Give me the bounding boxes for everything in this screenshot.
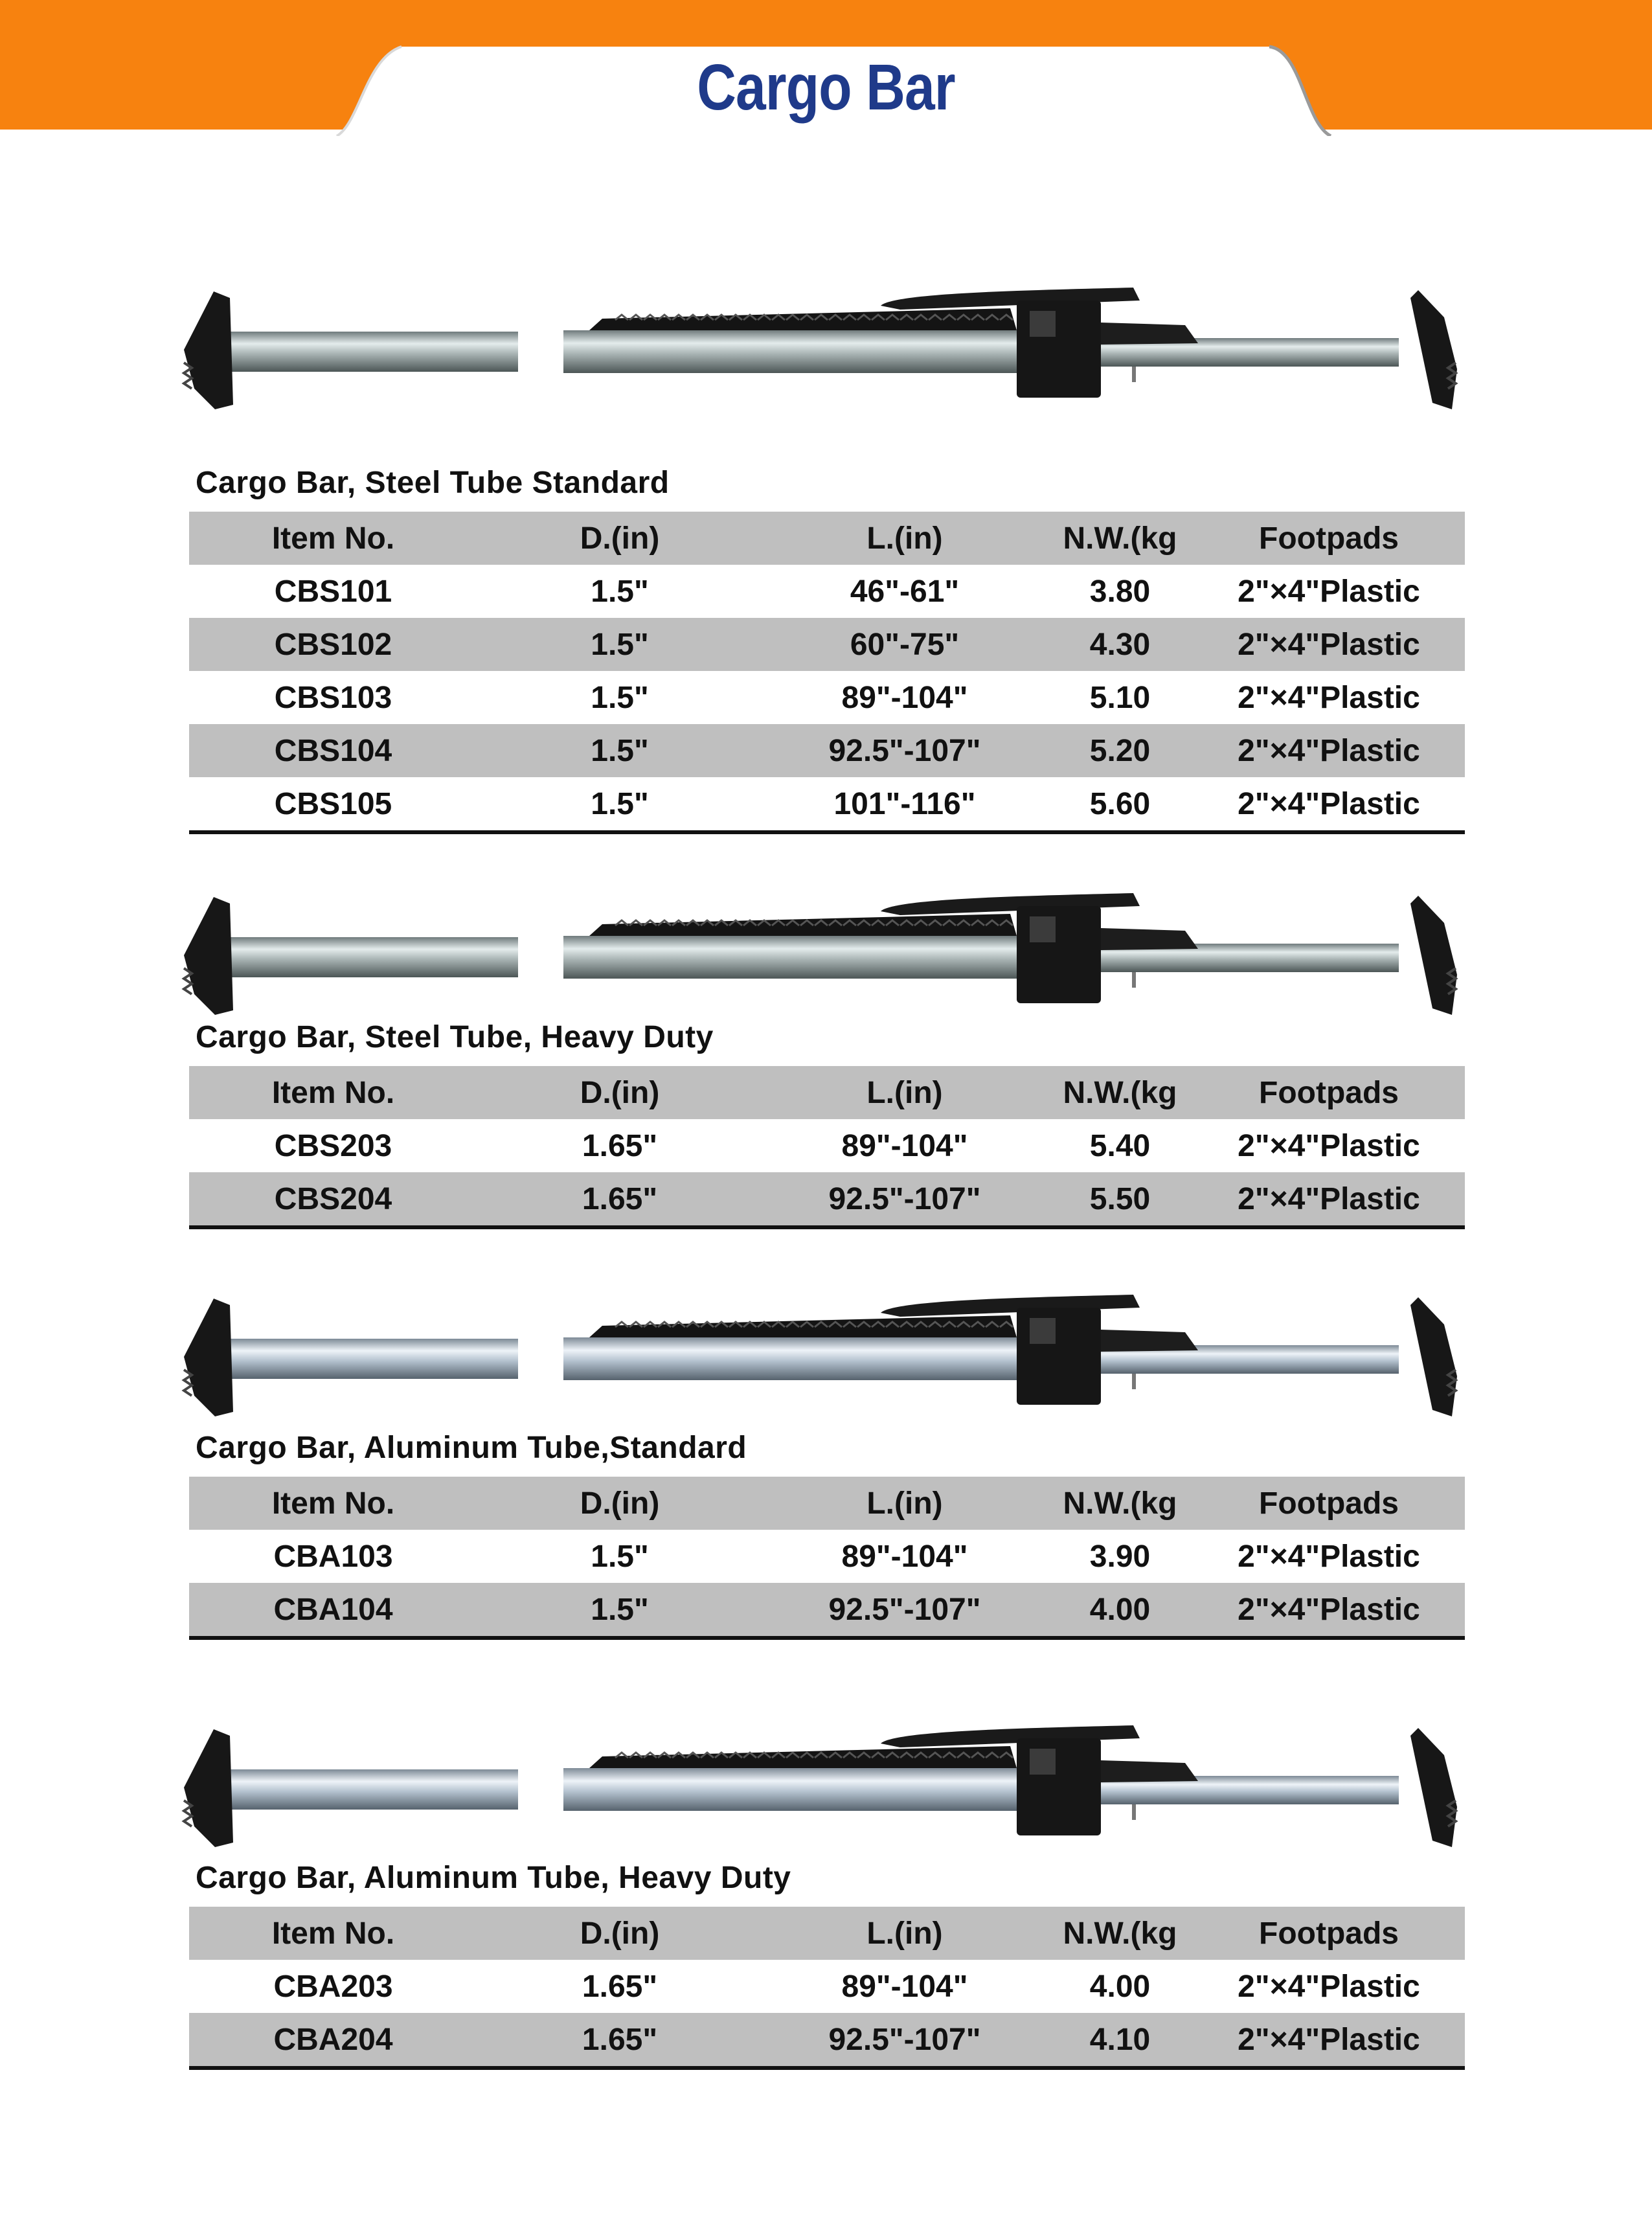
tube-main <box>563 330 1030 373</box>
clamp-bolt <box>1030 1318 1056 1344</box>
section-title: Cargo Bar, Steel Tube, Heavy Duty <box>196 1020 714 1054</box>
pin <box>1132 972 1136 988</box>
footpad-left <box>184 897 233 1015</box>
cell-length: 92.5"-107" <box>762 724 1047 777</box>
cell-length: 89"-104" <box>841 1128 968 1163</box>
spec-table <box>189 1477 1465 1640</box>
cell-net-weight: 4.10 <box>1047 2013 1193 2068</box>
column-header-diameter: D.(in) <box>477 1066 762 1119</box>
cell-length: 92.5"-107" <box>762 1172 1047 1227</box>
column-header-length: L.(in) <box>762 1066 1047 1119</box>
cell-diameter: 1.5" <box>477 618 762 671</box>
cell-footpads: 2"×4"Plastic <box>1238 1969 1420 2004</box>
section-title: Cargo Bar, Steel Tube Standard <box>196 466 670 500</box>
cell-footpads: 2"×4"Plastic <box>1238 574 1420 609</box>
ratchet-rack <box>589 914 1017 936</box>
table-row <box>189 671 1465 724</box>
cell-item-no: CBS102 <box>189 618 477 671</box>
lock-tab <box>1101 323 1198 345</box>
cargo-bar-drawing <box>184 893 1457 1015</box>
product-image-cargo-bar <box>175 1279 1470 1422</box>
cargo-bar-drawing <box>184 1295 1457 1416</box>
tube-left <box>207 1769 518 1810</box>
cell-net-weight: 5.20 <box>1047 724 1193 777</box>
cell-diameter: 1.5" <box>477 1583 762 1638</box>
cell-diameter: 1.65" <box>582 1128 658 1163</box>
footpad-left <box>184 1299 233 1416</box>
tube-left <box>207 937 518 977</box>
column-header-footpads: Footpads <box>1193 1477 1465 1530</box>
table-row <box>189 1530 1465 1583</box>
table-row <box>189 1583 1465 1638</box>
cell-diameter: 1.65" <box>582 1969 658 2004</box>
spec-table <box>189 512 1465 834</box>
tube-main <box>563 936 1030 979</box>
cell-item-no: CBS203 <box>274 1128 392 1163</box>
product-image-cargo-bar <box>175 878 1470 1020</box>
cell-diameter: 1.65" <box>477 2013 762 2068</box>
cell-item-no: CBS104 <box>189 724 477 777</box>
cell-net-weight: 5.40 <box>1089 1128 1151 1163</box>
table-row <box>189 1172 1465 1227</box>
clamp-bolt <box>1030 916 1056 942</box>
clamp-body <box>1017 1308 1101 1405</box>
clamp-body <box>1017 301 1101 398</box>
footpad-right <box>1410 1728 1457 1847</box>
cell-net-weight: 4.00 <box>1047 1583 1193 1638</box>
footpad-right <box>1410 1297 1457 1416</box>
cell-item-no: CBA203 <box>273 1969 393 2004</box>
cell-net-weight: 3.90 <box>1089 1539 1151 1574</box>
cell-net-weight: 4.00 <box>1089 1969 1151 2004</box>
column-header-footpads: Footpads <box>1193 512 1465 565</box>
footpad-right <box>1410 290 1457 409</box>
cell-diameter: 1.5" <box>477 724 762 777</box>
cell-diameter: 1.5" <box>591 574 649 609</box>
spec-table <box>189 1066 1465 1229</box>
cell-item-no: CBA204 <box>189 2013 477 2068</box>
cell-footpads: 2"×4"Plastic <box>1238 1128 1420 1163</box>
ratchet-rack <box>589 308 1017 330</box>
cell-diameter: 1.5" <box>591 680 649 715</box>
cell-diameter: 1.5" <box>477 777 762 832</box>
column-header-net-weight: N.W.(kg <box>1047 1066 1193 1119</box>
cell-item-no: CBS105 <box>189 777 477 832</box>
footpad-right <box>1410 896 1457 1015</box>
cell-diameter: 1.65" <box>477 1172 762 1227</box>
footpad-left <box>184 291 233 409</box>
cell-item-no: CBA104 <box>189 1583 477 1638</box>
cell-footpads: 2"×4"Plastic <box>1193 618 1465 671</box>
cell-length: 89"-104" <box>841 680 968 715</box>
column-header-net-weight: N.W.(kg <box>1047 1907 1193 1960</box>
table-header-row <box>189 1066 1465 1119</box>
cell-footpads: 2"×4"Plastic <box>1193 2013 1465 2068</box>
cell-diameter: 1.5" <box>591 1539 649 1574</box>
tube-main <box>563 1768 1030 1811</box>
cell-footpads: 2"×4"Plastic <box>1193 777 1465 832</box>
cell-net-weight: 3.80 <box>1089 574 1151 609</box>
product-image-cargo-bar <box>175 1710 1470 1852</box>
column-header-length: L.(in) <box>762 1477 1047 1530</box>
clamp-bolt <box>1030 311 1056 337</box>
cargo-bar-drawing <box>184 1725 1457 1847</box>
cell-footpads: 2"×4"Plastic <box>1238 1539 1420 1574</box>
cell-net-weight: 4.30 <box>1047 618 1193 671</box>
table-row <box>189 777 1465 832</box>
page-title: Cargo Bar <box>697 51 955 124</box>
table-row <box>189 1119 1465 1172</box>
pin <box>1132 1374 1136 1389</box>
footpad-left-teeth <box>184 1800 192 1826</box>
column-header-item-no: Item No. <box>189 512 477 565</box>
table-row <box>189 724 1465 777</box>
column-header-length: L.(in) <box>762 512 1047 565</box>
spec-table <box>189 1907 1465 2070</box>
product-image-cargo-bar <box>175 272 1470 415</box>
column-header-footpads: Footpads <box>1193 1066 1465 1119</box>
clamp-body <box>1017 906 1101 1003</box>
table-header-row <box>189 512 1465 565</box>
cell-footpads: 2"×4"Plastic <box>1193 1172 1465 1227</box>
lock-tab <box>1101 1330 1198 1352</box>
cell-length: 60"-75" <box>762 618 1047 671</box>
footpad-left <box>184 1729 233 1847</box>
section-title: Cargo Bar, Aluminum Tube,Standard <box>196 1431 747 1465</box>
footpad-left-teeth <box>184 1370 192 1396</box>
cell-length: 89"-104" <box>841 1969 968 2004</box>
table-row <box>189 618 1465 671</box>
cell-length: 46"-61" <box>850 574 960 609</box>
column-header-length: L.(in) <box>762 1907 1047 1960</box>
column-header-footpads: Footpads <box>1193 1907 1465 1960</box>
tube-main <box>563 1337 1030 1380</box>
cell-footpads: 2"×4"Plastic <box>1193 1583 1465 1638</box>
cell-item-no: CBS204 <box>189 1172 477 1227</box>
tube-left <box>207 1339 518 1379</box>
cell-item-no: CBA103 <box>273 1539 393 1574</box>
clamp-bolt <box>1030 1749 1056 1775</box>
cell-footpads: 2"×4"Plastic <box>1193 724 1465 777</box>
cell-item-no: CBS101 <box>274 574 392 609</box>
lock-tab <box>1101 1760 1198 1782</box>
column-header-net-weight: N.W.(kg <box>1047 512 1193 565</box>
tube-left <box>207 332 518 372</box>
table-row <box>189 2013 1465 2068</box>
pin <box>1132 1804 1136 1820</box>
footpad-left-teeth <box>184 968 192 994</box>
column-header-diameter: D.(in) <box>477 512 762 565</box>
column-header-item-no: Item No. <box>189 1066 477 1119</box>
cell-item-no: CBS103 <box>274 680 392 715</box>
cargo-bar-drawing <box>184 288 1457 409</box>
column-header-diameter: D.(in) <box>477 1477 762 1530</box>
footpad-left-teeth <box>184 363 192 389</box>
cell-length: 89"-104" <box>841 1539 968 1574</box>
ratchet-rack <box>589 1315 1017 1337</box>
cell-length: 92.5"-107" <box>762 2013 1047 2068</box>
table-header-row <box>189 1907 1465 1960</box>
table-row <box>189 1960 1465 2013</box>
ratchet-rack <box>589 1746 1017 1768</box>
column-header-net-weight: N.W.(kg <box>1047 1477 1193 1530</box>
pin <box>1132 367 1136 382</box>
cell-length: 92.5"-107" <box>762 1583 1047 1638</box>
cell-footpads: 2"×4"Plastic <box>1238 680 1420 715</box>
section-title: Cargo Bar, Aluminum Tube, Heavy Duty <box>196 1861 791 1895</box>
column-header-item-no: Item No. <box>189 1907 477 1960</box>
column-header-item-no: Item No. <box>189 1477 477 1530</box>
table-header-row <box>189 1477 1465 1530</box>
cell-net-weight: 5.60 <box>1047 777 1193 832</box>
table-row <box>189 565 1465 618</box>
cell-net-weight: 5.10 <box>1089 680 1151 715</box>
lock-tab <box>1101 928 1198 950</box>
clamp-body <box>1017 1738 1101 1835</box>
cell-net-weight: 5.50 <box>1047 1172 1193 1227</box>
cell-length: 101"-116" <box>762 777 1047 832</box>
column-header-diameter: D.(in) <box>477 1907 762 1960</box>
